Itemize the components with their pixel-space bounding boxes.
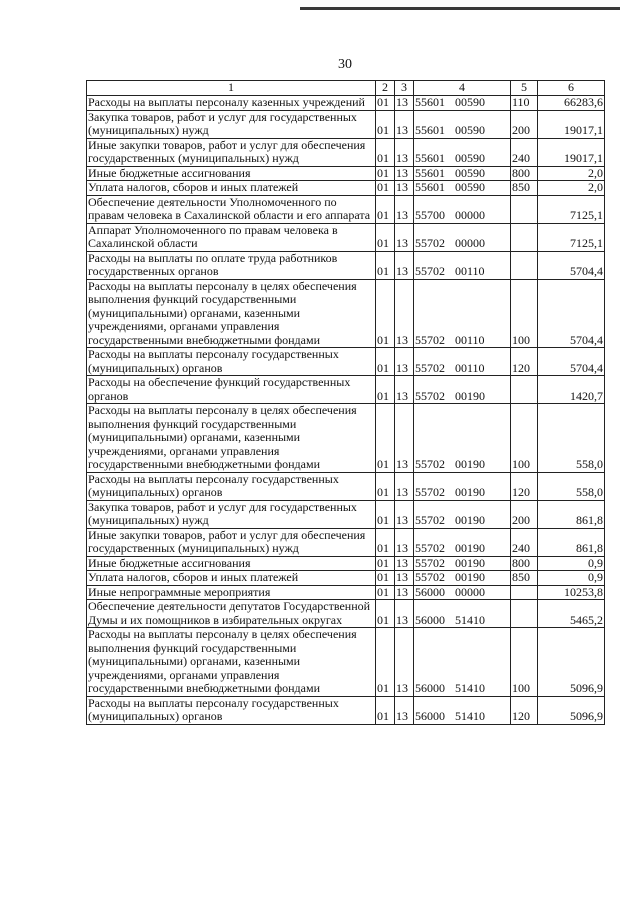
program-code: 55601 [415,95,445,109]
expense-type-cell [511,585,538,600]
expense-type-cell [511,223,538,251]
subsection-code-cell: 13 [395,600,414,628]
target-article-cell [414,472,511,500]
header-cell-1: 1 [87,81,376,96]
direction-code: 00590 [455,166,485,180]
expense-type-cell: 200 [511,110,538,138]
table-row [87,628,605,697]
target-article-cell [414,500,511,528]
direction-code: 00190 [455,513,485,527]
target-article-cell [414,585,511,600]
expense-name-cell: Расходы на выплаты персоналу государственных (муниципальных) органов [87,472,376,500]
header-row [87,81,605,96]
subsection-code-cell: 13 [395,585,414,600]
direction-code: 51410 [455,681,485,695]
direction-code: 00000 [455,208,485,222]
program-code: 55702 [415,236,445,250]
table-row [87,166,605,181]
table-row [87,556,605,571]
program-code: 56000 [415,709,445,723]
table-row [87,348,605,376]
direction-code: 51410 [455,709,485,723]
expense-type-cell: 240 [511,528,538,556]
direction-code: 00000 [455,236,485,250]
expense-name-cell: Расходы на обеспечение функций государственных органов [87,376,376,404]
expense-type-cell: 110 [511,96,538,111]
subsection-code-cell: 13 [395,500,414,528]
expense-name-cell: Иные бюджетные ассигнования [87,556,376,571]
amount-cell: 10253,8 [538,585,605,600]
program-code: 56000 [415,681,445,695]
program-code: 55702 [415,485,445,499]
expense-type-cell [511,251,538,279]
table-row [87,528,605,556]
target-article-cell [414,404,511,473]
table-row [87,223,605,251]
expense-name-cell: Иные закупки товаров, работ и услуг для обеспечения государственных (муниципальных) нужд [87,528,376,556]
section-code-cell: 01 [376,600,395,628]
target-article-cell [414,628,511,697]
amount-cell: 5465,2 [538,600,605,628]
table-row [87,181,605,196]
expense-name-cell: Иные непрограммные мероприятия [87,585,376,600]
direction-code: 00190 [455,556,485,570]
section-code-cell: 01 [376,110,395,138]
table-row [87,696,605,724]
expense-name-cell: Обеспечение деятельности Уполномоченного по правам человека в Сахалинской области и его аппарата [87,195,376,223]
subsection-code-cell: 13 [395,556,414,571]
table-row [87,110,605,138]
target-article-cell [414,223,511,251]
section-code-cell: 01 [376,138,395,166]
amount-cell: 5704,4 [538,251,605,279]
table-row [87,96,605,111]
target-article-cell [414,96,511,111]
subsection-code-cell: 13 [395,138,414,166]
expense-name-cell: Уплата налогов, сборов и иных платежей [87,181,376,196]
expense-name-cell: Расходы на выплаты персоналу в целях обеспечения выполнения функций государственными (муниципальными) органами, казенными учреждениями, органами управления государственными внебюджетными фондами [87,628,376,697]
subsection-code-cell: 13 [395,223,414,251]
expense-name-cell: Иные закупки товаров, работ и услуг для обеспечения государственных (муниципальных) нужд [87,138,376,166]
target-article-cell [414,195,511,223]
section-code-cell: 01 [376,181,395,196]
program-code: 55702 [415,264,445,278]
direction-code: 00190 [455,485,485,499]
expense-type-cell: 120 [511,696,538,724]
subsection-code-cell: 13 [395,251,414,279]
direction-code: 00590 [455,123,485,137]
direction-code: 00110 [455,332,485,347]
expense-type-cell: 850 [511,571,538,586]
section-code-cell: 01 [376,223,395,251]
expense-name-cell: Расходы на выплаты персоналу государственных (муниципальных) органов [87,696,376,724]
expense-name-cell: Закупка товаров, работ и услуг для государственных (муниципальных) нужд [87,110,376,138]
expense-type-cell: 850 [511,181,538,196]
direction-code: 00190 [455,541,485,555]
amount-cell: 1420,7 [538,376,605,404]
expense-name-cell: Аппарат Уполномоченного по правам человека в Сахалинской области [87,223,376,251]
subsection-code-cell: 13 [395,528,414,556]
direction-code: 00110 [455,264,485,278]
expense-type-cell: 100 [511,279,538,348]
page-number: 30 [338,57,352,72]
amount-cell: 19017,1 [538,138,605,166]
section-code-cell: 01 [376,500,395,528]
header-cell-5: 5 [511,81,538,96]
expense-name-cell: Расходы на выплаты персоналу государственных (муниципальных) органов [87,348,376,376]
expense-type-cell: 100 [511,404,538,473]
subsection-code-cell: 13 [395,96,414,111]
expense-name-cell: Расходы на выплаты персоналу в целях обеспечения выполнения функций государственными (муниципальными) органами, казенными учреждениями, органами управления государственными внебюджетными фондами [87,279,376,348]
direction-code: 00590 [455,151,485,165]
program-code: 55702 [415,360,445,375]
amount-cell: 861,8 [538,500,605,528]
section-code-cell: 01 [376,348,395,376]
direction-code: 00110 [455,360,485,375]
section-code-cell: 01 [376,472,395,500]
program-code: 55702 [415,556,445,570]
table-row [87,138,605,166]
expense-name-cell: Расходы на выплаты персоналу в целях обеспечения выполнения функций государственными (муниципальными) органами, казенными учреждениями, органами управления государственными внебюджетными фондами [87,404,376,473]
amount-cell: 558,0 [538,472,605,500]
direction-code: 00190 [455,457,485,471]
table-row [87,279,605,348]
expense-name-cell: Закупка товаров, работ и услуг для государственных (муниципальных) нужд [87,500,376,528]
amount-cell: 7125,1 [538,195,605,223]
expense-type-cell [511,376,538,404]
section-code-cell: 01 [376,528,395,556]
expense-type-cell: 800 [511,556,538,571]
section-code-cell: 01 [376,556,395,571]
header-cell-2: 2 [376,81,395,96]
target-article-cell [414,166,511,181]
table-row [87,251,605,279]
amount-cell: 66283,6 [538,96,605,111]
target-article-cell [414,181,511,196]
table-row [87,376,605,404]
table-row [87,472,605,500]
section-code-cell: 01 [376,279,395,348]
expense-name-cell: Расходы на выплаты персоналу казенных учреждений [87,96,376,111]
subsection-code-cell: 13 [395,166,414,181]
table-row [87,571,605,586]
target-article-cell [414,556,511,571]
amount-cell: 558,0 [538,404,605,473]
section-code-cell: 01 [376,571,395,586]
section-code-cell: 01 [376,628,395,697]
program-code: 56000 [415,585,445,599]
amount-cell: 0,9 [538,556,605,571]
program-code: 55601 [415,180,445,194]
header-cell-4: 4 [414,81,511,96]
section-code-cell: 01 [376,585,395,600]
direction-code: 00190 [455,388,485,403]
amount-cell: 5096,9 [538,696,605,724]
table-row [87,585,605,600]
table-row [87,404,605,473]
expense-type-cell: 120 [511,472,538,500]
subsection-code-cell: 13 [395,404,414,473]
direction-code: 00000 [455,585,485,599]
expense-type-cell: 800 [511,166,538,181]
expense-type-cell: 200 [511,500,538,528]
section-code-cell: 01 [376,404,395,473]
expense-name-cell: Уплата налогов, сборов и иных платежей [87,571,376,586]
subsection-code-cell: 13 [395,628,414,697]
target-article-cell [414,251,511,279]
subsection-code-cell: 13 [395,279,414,348]
subsection-code-cell: 13 [395,376,414,404]
program-code: 55601 [415,166,445,180]
program-code: 55601 [415,151,445,165]
expense-name-cell: Иные бюджетные ассигнования [87,166,376,181]
program-code: 55702 [415,388,445,403]
budget-table-body [87,81,605,725]
subsection-code-cell: 13 [395,472,414,500]
expense-type-cell [511,195,538,223]
table-row [87,600,605,628]
direction-code: 51410 [455,612,485,627]
amount-cell: 7125,1 [538,223,605,251]
expense-type-cell: 240 [511,138,538,166]
target-article-cell [414,348,511,376]
subsection-code-cell: 13 [395,181,414,196]
expense-type-cell: 120 [511,348,538,376]
program-code: 55702 [415,541,445,555]
budget-table [86,80,605,725]
amount-cell: 19017,1 [538,110,605,138]
header-cell-3: 3 [395,81,414,96]
amount-cell: 5096,9 [538,628,605,697]
subsection-code-cell: 13 [395,110,414,138]
top-rule [300,7,620,10]
subsection-code-cell: 13 [395,195,414,223]
amount-cell: 2,0 [538,181,605,196]
amount-cell: 0,9 [538,571,605,586]
table-row [87,500,605,528]
header-cell-6: 6 [538,81,605,96]
direction-code: 00190 [455,570,485,584]
program-code: 55702 [415,457,445,471]
target-article-cell [414,138,511,166]
expense-type-cell [511,600,538,628]
program-code: 56000 [415,612,445,627]
section-code-cell: 01 [376,376,395,404]
program-code: 55702 [415,513,445,527]
table-row [87,195,605,223]
target-article-cell [414,528,511,556]
subsection-code-cell: 13 [395,571,414,586]
expense-type-cell: 100 [511,628,538,697]
section-code-cell: 01 [376,96,395,111]
target-article-cell [414,279,511,348]
target-article-cell [414,600,511,628]
program-code: 55702 [415,570,445,584]
section-code-cell: 01 [376,696,395,724]
program-code: 55702 [415,332,445,347]
section-code-cell: 01 [376,251,395,279]
direction-code: 00590 [455,95,485,109]
subsection-code-cell: 13 [395,696,414,724]
target-article-cell [414,696,511,724]
program-code: 55700 [415,208,445,222]
amount-cell: 5704,4 [538,348,605,376]
amount-cell: 861,8 [538,528,605,556]
target-article-cell [414,571,511,586]
direction-code: 00590 [455,180,485,194]
target-article-cell [414,376,511,404]
expense-name-cell: Расходы на выплаты по оплате труда работников государственных органов [87,251,376,279]
section-code-cell: 01 [376,166,395,181]
target-article-cell [414,110,511,138]
amount-cell: 5704,4 [538,279,605,348]
expense-name-cell: Обеспечение деятельности депутатов Государственной Думы и их помощников в избирательных округах [87,600,376,628]
program-code: 55601 [415,123,445,137]
amount-cell: 2,0 [538,166,605,181]
subsection-code-cell: 13 [395,348,414,376]
section-code-cell: 01 [376,195,395,223]
